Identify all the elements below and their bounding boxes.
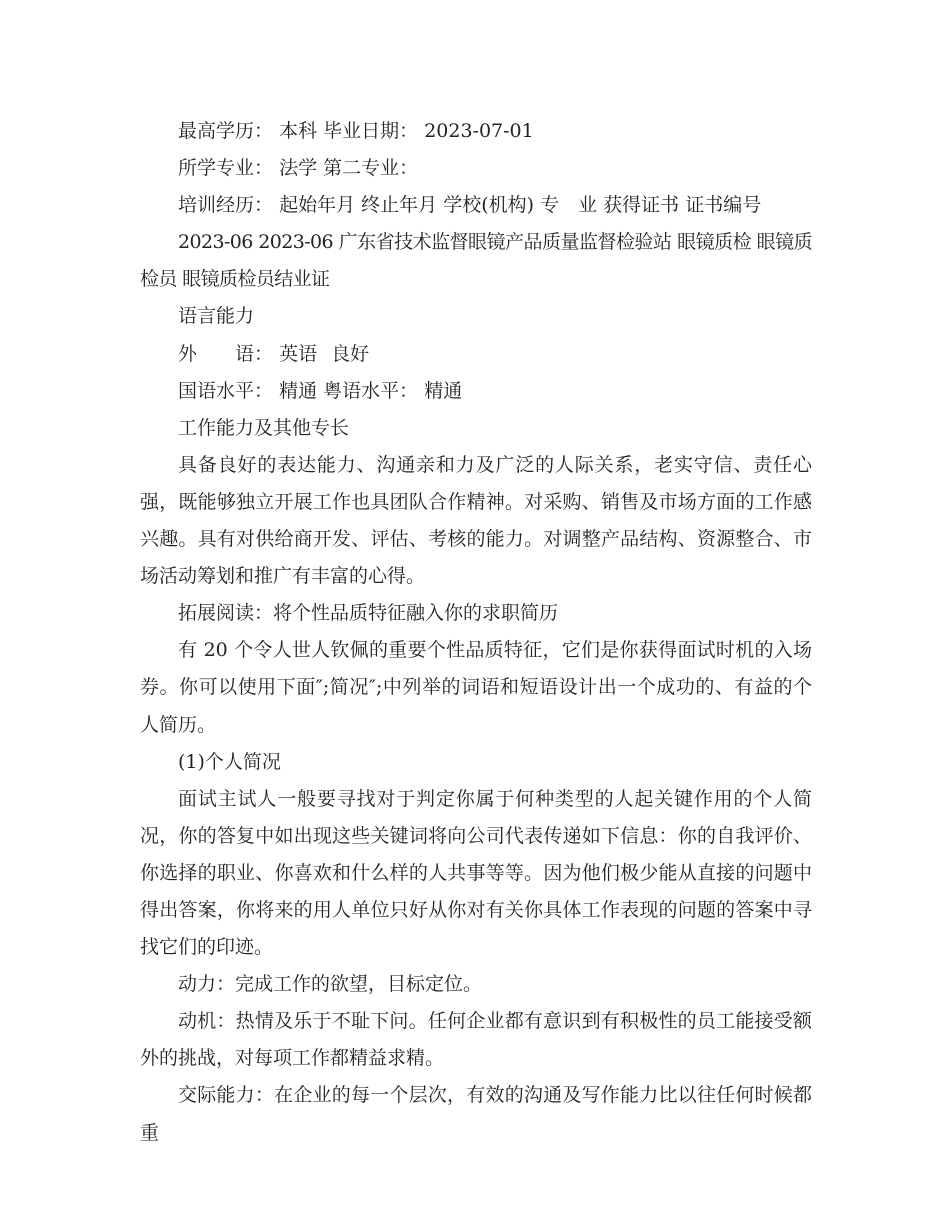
foreign-label-part2: 语： [235,342,274,365]
training-header-cert-number: 证书编号 [685,194,762,217]
mandarin-value: 精通 [279,379,318,402]
education-line [140,113,812,150]
document-body [140,113,812,1152]
cantonese-value: 精通 [424,379,463,402]
training-header-end: 终止年月 [361,194,438,217]
major-line [140,150,812,187]
skills-heading: 工作能力及其他专长 [178,416,350,439]
major-value: 法学 [279,157,318,180]
personal-profile-title: (1)个人简况 [178,750,281,773]
training-record: 2023-06 2023-06 广东省技术监督眼镜产品质量监督检验站 眼镜质检 眼镜质检员 眼镜质检员结业证 [140,231,812,291]
foreign-language-level: 良好 [331,342,370,365]
personal-profile-paragraph: 面试主试人一般要寻找对于判定你属于何种类型的人起关键作用的个人简况，你的答复中如出现这些关键词将向公司代表传递如下信息：你的自我评价、你选择的职业、你喜欢和什么样的人共事等等。因为他们极少能从直接的问题中得出答案，你将来的用人单位只好从你对有关你具体工作表现的问题的答案中寻找它们的印迹。 [140,787,812,959]
training-label: 培训经历： [178,194,274,217]
mandarin-label: 国语水平： [178,379,274,402]
foreign-language-value: 英语 [279,342,318,365]
foreign-language-line [140,336,812,373]
grad-date-label: 毕业日期： [323,120,419,142]
major-label: 所学专业： [178,157,274,180]
degree-value: 本科 [279,120,318,142]
dialect-line [140,373,812,410]
degree-label: 最高学历： [178,120,274,142]
communication-paragraph: 交际能力：在企业的每一个层次，有效的沟通及写作能力比以往任何时候都重 [140,1084,812,1144]
training-header-line [140,187,812,224]
second-major-label: 第二专业： [323,157,419,180]
cantonese-label: 粤语水平： [323,379,419,402]
training-header-major: 专 业 [540,194,598,217]
extended-reading-heading: 拓展阅读：将个性品质特征融入你的求职简历 [178,602,559,625]
language-heading: 语言能力 [178,305,255,328]
skills-paragraph: 具备良好的表达能力、沟通亲和力及广泛的人际关系，老实守信、责任心强，既能够独立开展工作也具团队合作精神。对采购、销售及市场方面的工作感兴趣。具有对供给商开发、评估、考核的能力。对调整产品结构、资源整合、市场活动筹划和推广有丰富的心得。 [140,453,812,588]
extended-intro-paragraph: 有 20 个令人世人钦佩的重要个性品质特征，它们是你获得面试时机的入场券。你可以使用下面″;简况″;中列举的词语和短语设计出一个成功的、有益的个人简历。 [140,639,812,736]
foreign-label-part1: 外 [178,342,198,365]
motivation-paragraph: 动力：完成工作的欲望，目标定位。 [178,973,483,996]
training-header-school: 学校(机构) [443,194,535,217]
training-header-start: 起始年月 [279,194,356,217]
training-header-certificate: 获得证书 [603,194,680,217]
grad-date-value: 2023-07-01 [424,120,534,142]
motive-paragraph: 动机：热情及乐于不耻下问。任何企业都有意识到有积极性的员工能接受额外的挑战，对每项工作都精益求精。 [140,1010,812,1070]
